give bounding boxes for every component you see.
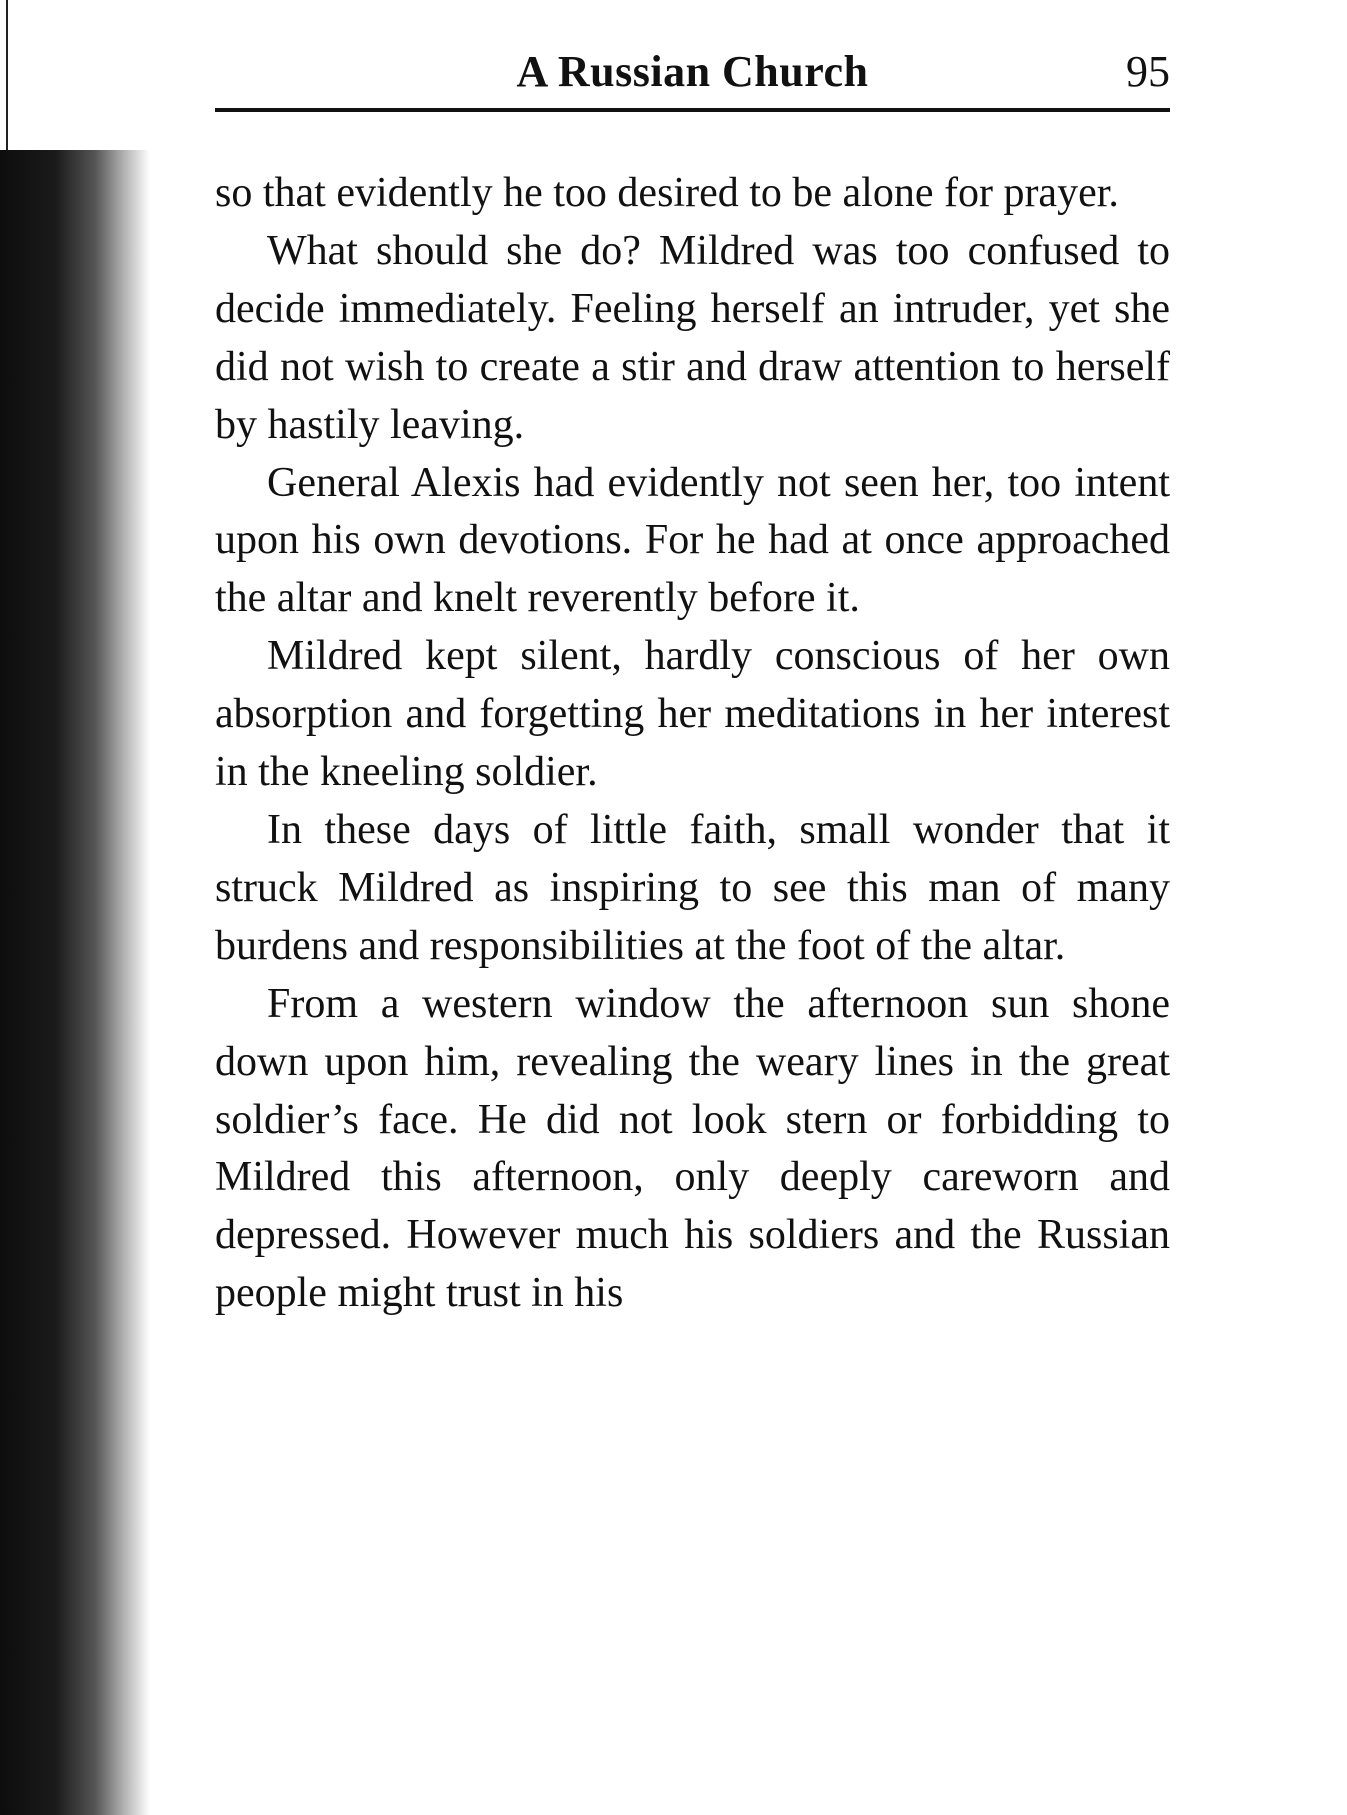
header-rule <box>215 108 1170 112</box>
paragraph: Mildred kept silent, hardly conscious of her own absorption and forgetting her meditations in her interest in the kneeling soldier. <box>215 633 1170 796</box>
scan-gutter-shadow <box>0 150 150 1815</box>
running-title: A Russian Church <box>516 47 869 96</box>
page-header <box>215 40 1170 110</box>
paragraph: From a western window the afternoon sun shone down upon him, revealing the weary lines in the great soldier’s face. He did not look stern or forbidding to Mildred this afternoon, only deeply careworn and depressed. However much his soldiers and the Russian people might trust in his <box>215 980 1170 1317</box>
scan-edge-line <box>6 0 8 150</box>
body-text <box>215 165 1170 1323</box>
paragraph: so that evidently he too desired to be alone for prayer. <box>215 170 1119 216</box>
paragraph: What should she do? Mildred was too confused to decide immediately. Feeling herself an intruder, yet she did not wish to create a stir and draw attention to herself by hastily leaving. <box>215 227 1170 448</box>
paragraph: In these days of little faith, small wonder that it struck Mildred as inspiring to see this man of many burdens and responsibilities at the foot of the altar. <box>215 806 1170 969</box>
paragraph: General Alexis had evidently not seen her, too intent upon his own devotions. For he had at once approached the altar and knelt reverently before it. <box>215 459 1170 622</box>
page-number: 95 <box>1126 47 1170 96</box>
